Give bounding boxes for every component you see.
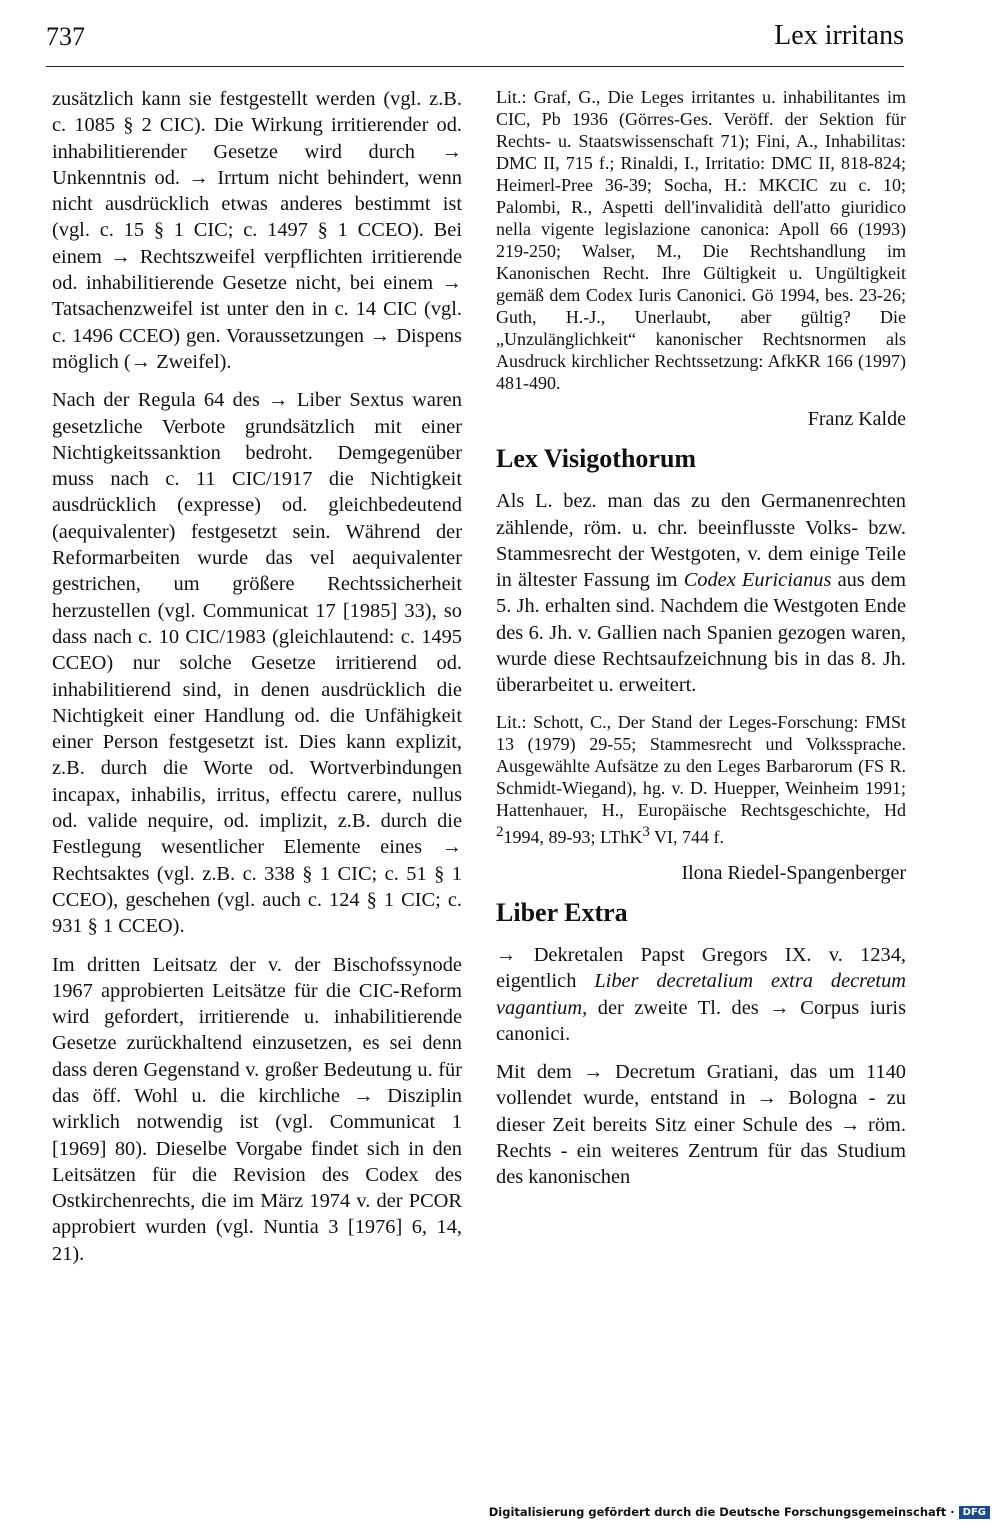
body-paragraph: Im dritten Leitsatz der v. der Bischofssynode 1967 approbierten Leitsätze für die CIC-Reform wird gefordert, irritierende u. inhabilitierende Gesetze zurückhaltend einzusetzen, es sei denn dass deren Gegenstand v. großer Bedeutung u. für das öff. Wohl u. die kirchliche → Disziplin wirklich notwendig ist (vgl. Communicat 1 [1969] 80). Dieselbe Vorgabe findet sich in den Leitsätzen für die Revision des Codex des Ostkirchenrechts, die im März 1974 v. der PCOR approbiert wurden (vgl. Nuntia 3 [1976] 6, 14, 21). — [52, 953, 462, 1265]
page-header — [46, 18, 904, 67]
page-number: 737 — [46, 22, 85, 51]
body-paragraph: Nach der Regula 64 des → Liber Sextus waren gesetzliche Verbote grundsätzlich mit einer Nichtigkeitssanktion bedroht. Demgegenüber muss nach c. 11 CIC/1917 die Nichtigkeit ausdrücklich (expresse) od. gleichbedeutend (aequivalenter) festgesetzt sein. Während der Reformarbeiten wurde das vel aequivalenter gestrichen, um größere Rechtssicherheit herzustellen (vgl. Communicat 17 [1985] 33), so dass nach c. 10 CIC/1983 (gleichlautend: c. 1495 CCEO) nur solche Gesetze irritierend od. inhabilitierend sind, in denen ausdrücklich die Nichtigkeit einer Handlung od. die Unfähigkeit einer Person festgesetzt ist. Dies kann explizit, z.B. durch die Worte od. Wortverbindungen incapax, inhabilis, irritus, effectu carere, nullus od. valide nequire, od. implizit, z.B. durch die Festlegung wesentlicher Elemente eines → Rechtsaktes (vgl. z.B. c. 338 § 1 CIC; c. 51 § 1 CCEO), geschehen (vgl. auch c. 124 § 1 CIC; c. 931 § 1 CCEO). — [52, 389, 462, 938]
text-segment: 1994, 89-93; LThK — [503, 826, 643, 847]
footer-text: Digitalisierung gefördert durch die Deutsche Forschungsgemeinschaft · — [488, 1505, 955, 1519]
body-paragraph — [496, 942, 906, 1047]
text-segment: Als L. bez. man das zu den Germanenrechten zählende, röm. u. chr. beeinflusste Volks- bzw. Stammesrecht der Westgoten, v. dem einige Teile in ältester Fassung im — [496, 490, 906, 592]
text-segment: aus dem 5. Jh. erhalten sind. Nachdem die Westgoten Ende des 6. Jh. v. Gallien nach Spanien gezogen waren, wurde diese Rechtsaufzeichnung bis in das 8. Jh. überarbeitet u. erweitert. — [496, 569, 906, 697]
entry-title: Liber Extra — [496, 897, 628, 927]
author-signature: Ilona Riedel-Spangenberger — [681, 861, 906, 884]
text-segment: → Dekretalen Papst Gregors IX. v. 1234, eigentlich — [496, 943, 906, 993]
superscript: 3 — [642, 823, 650, 840]
dfg-logo: DFG — [959, 1506, 990, 1519]
superscript: 2 — [496, 823, 504, 840]
text-segment: , der zweite Tl. des → Corpus iuris canonici. — [496, 996, 906, 1045]
running-head: Lex irritans — [774, 20, 904, 51]
literature-list: Lit.: Graf, G., Die Leges irritantes u. inhabilitantes im CIC, Pb 1936 (Görres-Ges. Veröff. der Sektion für Rechts- u. Staatswissenschaft 71); Fini, A., Inhabilitas: DMC II, 715 f.; Rinaldi, I., Irritatio: DMC II, 818-824; Heimerl-Pree 36-39; Socha, H.: MKCIC zu c. 10; Palombi, R., Aspetti dell'invalidità dell'atto giuridico nella vigente legislazione canonica: Apoll 66 (1993) 219-250; Walser, M., Die Rechtshandlung im Kanonischen Recht. Ihre Gültigkeit u. Ungültigkeit gemäß dem Codex Iuris Canonici. Gö 1994, bes. 23-26; Guth, H.-J., Unerlaubt, aber gültig? Die „Unzulänglichkeit“ kanonischer Rechtsnormen als Ausdruck kirchlicher Rechtssetzung: AfkKR 166 (1997) 481-490. — [496, 87, 906, 393]
italic-term: Liber decretalium extra decretum vagantium — [496, 970, 906, 1019]
author-signature: Franz Kalde — [807, 408, 906, 430]
body-paragraph — [496, 488, 906, 698]
right-column — [496, 86, 906, 1203]
text-segment: Lit.: Schott, C., Der Stand der Leges-Forschung: FMSt 13 (1979) 29-55; Stammesrecht und Volkssprache. Ausgewählte Aufsätze zu den Leges Barbarorum (FS R. Schmidt-Wiegand), hg. v. D. Huepper, Weinheim 1991; Hattenhauer, H., Europäische Rechtsgeschichte, Hd — [496, 711, 906, 820]
left-column — [52, 86, 462, 1279]
literature-list — [496, 711, 906, 848]
text-segment: VI, 744 f. — [649, 826, 725, 847]
footer-credit — [489, 1505, 990, 1519]
body-paragraph: zusätzlich kann sie festgestellt werden (vgl. z.B. c. 1085 § 2 CIC). Die Wirkung irritierender od. inhabilitierender Gesetze wird durch → Unkenntnis od. → Irrtum nicht behindert, wenn nicht ausdrücklich etwas anderes bestimmt ist (vgl. c. 15 § 1 CIC; c. 1497 § 1 CCEO). Bei einem → Rechtszweifel verpflichten irritierende od. inhabilitierende Gesetze nicht, bei einem → Tatsachenzweifel ist unter den in c. 14 CIC (vgl. c. 1496 CCEO) gen. Voraussetzungen → Dispens möglich (→ Zweifel). — [52, 88, 462, 373]
italic-term: Codex Euricianus — [683, 569, 832, 592]
entry-title: Lex Visigothorum — [496, 444, 697, 474]
body-paragraph: Mit dem → Decretum Gratiani, das um 1140 vollendet wurde, entstand in → Bologna - zu dieser Zeit bereits Sitz einer Schule des → röm. Rechts - ein weiteres Zentrum für das Studium des kanonischen — [496, 1061, 906, 1189]
